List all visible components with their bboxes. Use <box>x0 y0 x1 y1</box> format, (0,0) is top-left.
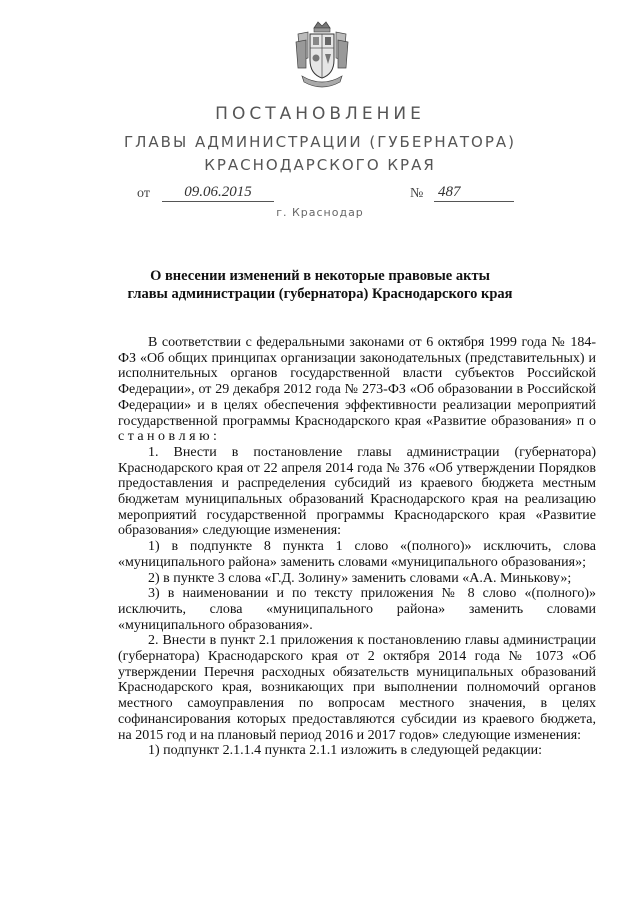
number-value: 487 <box>434 184 514 202</box>
date-value: 09.06.2015 <box>162 184 274 202</box>
paragraph-subitem-3: 3) в наименовании и по тексту приложения № 8 слово «(полного)» исключить, слова «муниципального района» заменить словами «муниципального образования». <box>118 586 596 633</box>
paragraph-subitem-2: 2) в пункте 3 слова «Г.Д. Золину» заменить словами «А.А. Минькову»; <box>148 570 572 586</box>
document-body <box>118 335 596 759</box>
paragraph-item-2: 2. Внести в пункт 2.1 приложения к постановлению главы администрации (губернатора) Краснодарского края от 2 октября 2014 года № 1073 «Об утверждении Перечня расходных обязательств муниципальных образований Краснодарского края, возникающих при выполнении полномочий органов местного самоуправления по вопросам местного значения, в целях софинансирования которых предоставляются субсидии из краевого бюджета, на 2015 год и на плановый период 2016 и 2017 годов» следующие изменения: <box>118 633 596 743</box>
date-label: от <box>137 186 150 201</box>
subject-heading-line-2: главы администрации (губернатора) Краснодарского края <box>127 286 513 302</box>
number-label: № <box>410 186 424 201</box>
paragraph-preamble: В соответствии с федеральными законами от 6 октября 1999 года № 184-ФЗ «Об общих принципах организации законодательных (представительных) и исполнительных органов государственной власти субъектов Российской Федерации», от 29 декабря 2012 года № 273-ФЗ «Об образовании в Российской Федерации» и в целях обеспечения эффективности реализации мероприятий государственной программы Краснодарского края «Развитие образования» п о с т а н о в л я ю : <box>118 335 596 445</box>
region-line: КРАСНОДАРСКОГО КРАЯ <box>204 156 436 174</box>
issuer-line: ГЛАВЫ АДМИНИСТРАЦИИ (ГУБЕРНАТОРА) <box>123 133 517 151</box>
paragraph-item-1: 1. Внести в постановление главы администрации (губернатора) Краснодарского края от 22 апреля 2014 года № 376 «Об утверждении Порядков предоставления и распределения субсидий из краевого бюджета местным бюджетам муниципальных образований Краснодарского края на реализацию мероприятий государственной программы Краснодарского края «Развитие образования» следующие изменения: <box>118 444 596 539</box>
paragraph-subitem-1: 1) в подпункте 8 пункта 1 слово «(полного)» исключить, слова «муниципального района» заменить словами «муниципального образования»; <box>118 539 596 570</box>
city-label: г. Краснодар <box>276 206 364 219</box>
subject-heading-line-1: О внесении изменений в некоторые правовые акты <box>150 268 490 284</box>
paragraph-subitem-2-1: 1) подпункт 2.1.1.4 пункта 2.1.1 изложить в следующей редакции: <box>148 743 542 759</box>
document-title: ПОСТАНОВЛЕНИЕ <box>215 104 425 124</box>
coat-of-arms-emblem <box>294 18 350 92</box>
